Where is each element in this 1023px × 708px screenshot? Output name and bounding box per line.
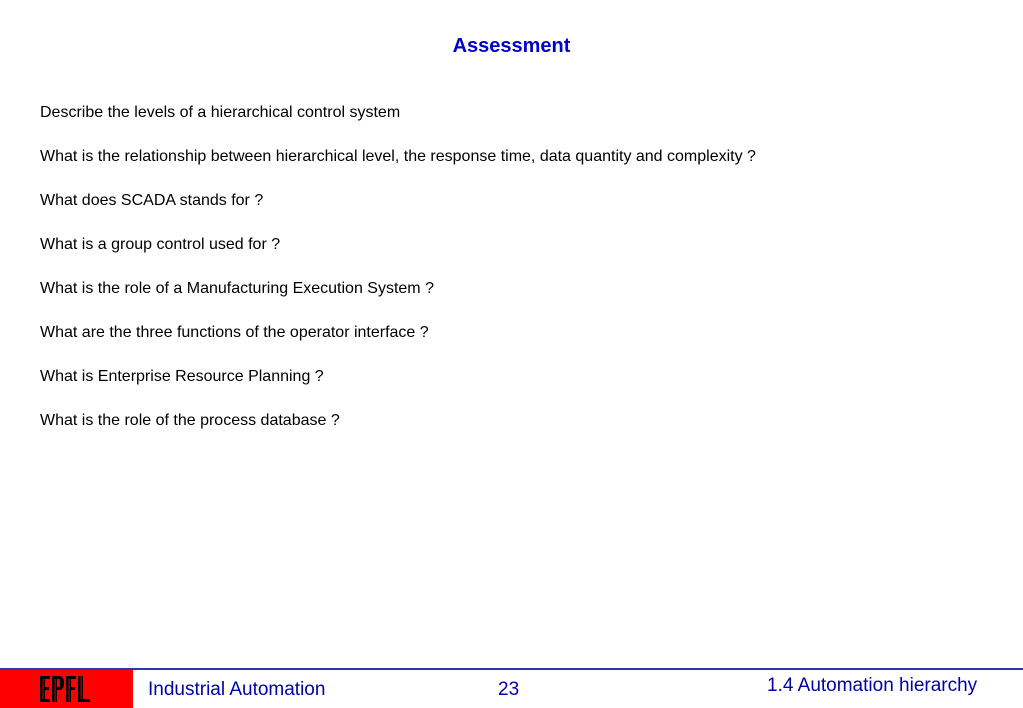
question-item: What is Enterprise Resource Planning ? xyxy=(40,368,324,385)
epfl-logo xyxy=(0,670,133,708)
epfl-logo-mark xyxy=(38,672,94,706)
question-list xyxy=(40,102,756,454)
question-item: What is a group control used for ? xyxy=(40,236,281,253)
section-title: 1.4 Automation hierarchy xyxy=(767,675,978,696)
question-item: What is the role of a Manufacturing Execution System ? xyxy=(40,280,434,297)
question-item: Describe the levels of a hierarchical control system xyxy=(40,104,401,121)
slide-title: Assessment xyxy=(452,35,571,57)
course-name: Industrial Automation xyxy=(148,679,326,700)
question-item: What is the relationship between hierarchical level, the response time, data quantity and complexity ? xyxy=(40,148,756,165)
page-number: 23 xyxy=(498,679,520,700)
question-item: What does SCADA stands for ? xyxy=(40,192,264,209)
question-item: What are the three functions of the operator interface ? xyxy=(40,324,429,341)
footer-divider xyxy=(0,668,1023,670)
question-item: What is the role of the process database ? xyxy=(40,412,340,429)
